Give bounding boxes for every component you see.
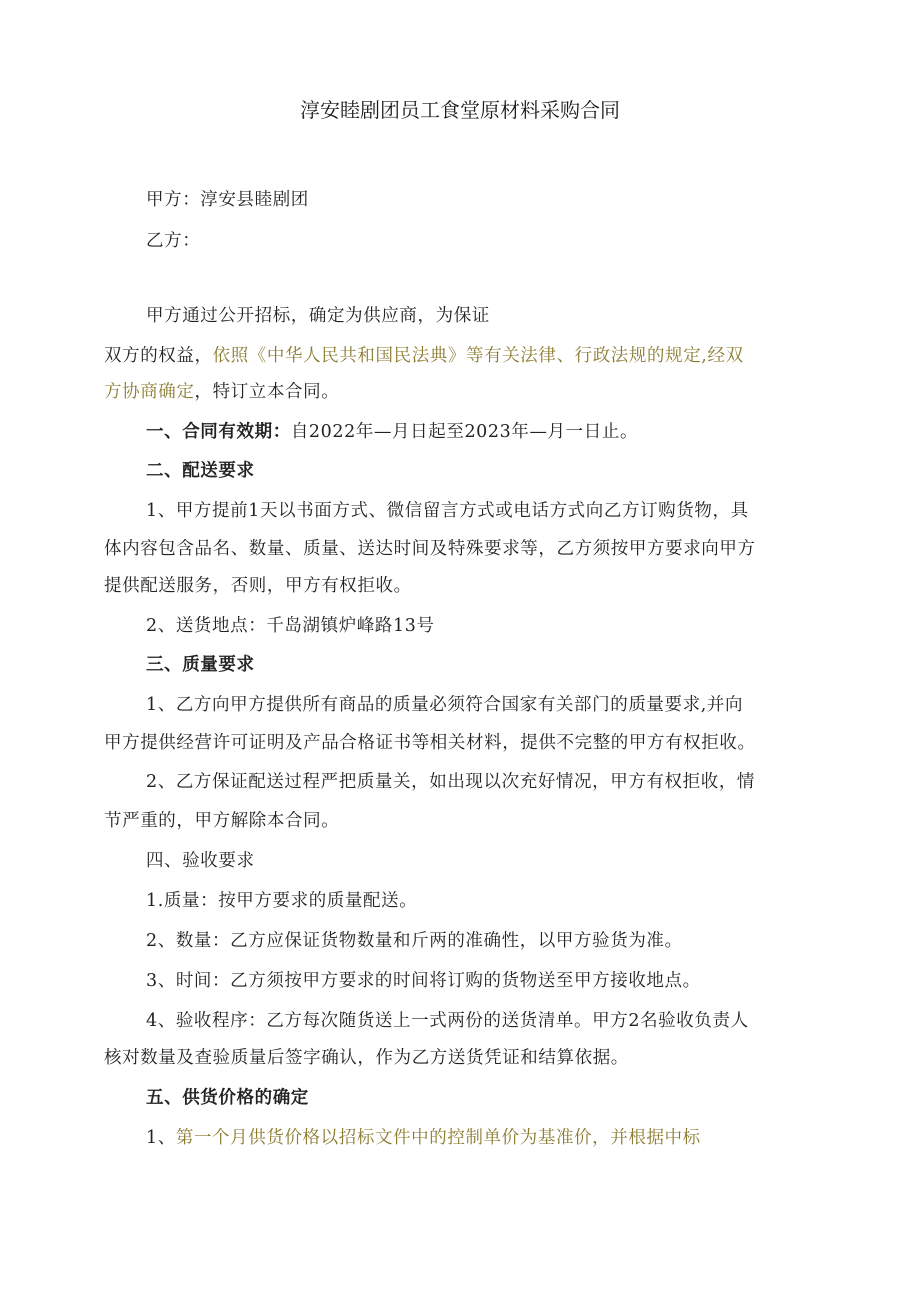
section-3-p2-line-1: 2、乙方保证配送过程严把质量关，如出现以次充好情况，甲方有权拒收，情 — [146, 772, 756, 792]
section-2-p1-line-3: 提供配送服务，否则，甲方有权拒收。 — [104, 576, 412, 596]
section-1 — [146, 420, 638, 444]
party-a-line: 甲方：淳安县睦剧团 — [146, 190, 309, 210]
intro-line-2 — [104, 344, 744, 368]
section-4-p4-line-2: 核对数量及查验质量后签字确认，作为乙方送货凭证和结算依据。 — [104, 1048, 629, 1068]
section-5-p1 — [146, 1126, 701, 1150]
intro-law-reference: 依照《中华人民共和国民法典》等有关法律、行政法规的规定,经双 — [212, 346, 744, 366]
intro-line-3 — [104, 380, 339, 404]
intro-line-2-text: 双方的权益， — [104, 346, 213, 366]
section-5-heading: 五、供货价格的确定 — [146, 1088, 309, 1108]
intro-line-1: 甲方通过公开招标，确定为供应商，为保证 — [146, 306, 490, 326]
section-2-p1-line-1: 1、甲方提前1天以书面方式、微信留言方式或电话方式向乙方订购货物，具 — [146, 501, 749, 521]
section-1-heading: 一、合同有效期： — [146, 422, 291, 442]
intro-line-3-text: ，特订立本合同。 — [194, 382, 340, 402]
section-2-heading: 二、配送要求 — [146, 461, 255, 481]
section-3-heading: 三、质量要求 — [146, 655, 255, 675]
section-3-p1-line-2: 甲方提供经营许可证明及产品合格证书等相关材料，提供不完整的甲方有权拒收。 — [104, 733, 756, 753]
section-4-p2: 2、数量：乙方应保证货物数量和斤两的准确性，以甲方验货为准。 — [146, 931, 683, 951]
section-4-p1: 1.质量：按甲方要求的质量配送。 — [146, 891, 418, 911]
section-4-p4-line-1: 4、验收程序：乙方每次随货送上一式两份的送货清单。甲方2名验收负责人 — [146, 1011, 749, 1031]
intro-negotiation: 方协商确定 — [104, 382, 195, 402]
section-2-p2: 2、送货地点：千岛湖镇炉峰路13号 — [146, 616, 435, 636]
section-3-p2-line-2: 节严重的，甲方解除本合同。 — [104, 811, 340, 831]
section-5-p1-number: 1、 — [146, 1128, 176, 1148]
party-b-line: 乙方： — [146, 231, 201, 251]
section-3-p1-line-1: 1、乙方向甲方提供所有商品的质量必须符合国家有关部门的质量要求,并向 — [146, 695, 744, 715]
section-4-heading: 四、验收要求 — [146, 851, 255, 871]
section-5-p1-text: 第一个月供货价格以招标文件中的控制单价为基准价，并根据中标 — [175, 1128, 701, 1148]
section-2-p1-line-2: 体内容包含品名、数量、质量、送达时间及特殊要求等，乙方须按甲方要求向甲方 — [104, 539, 756, 559]
section-1-body: 自2022年—月日起至2023年—月一日止。 — [290, 422, 639, 442]
document-title: 淳安睦剧团员工食堂原材料采购合同 — [300, 98, 620, 122]
section-4-p3: 3、时间：乙方须按甲方要求的时间将订购的货物送至甲方接收地点。 — [146, 971, 701, 991]
